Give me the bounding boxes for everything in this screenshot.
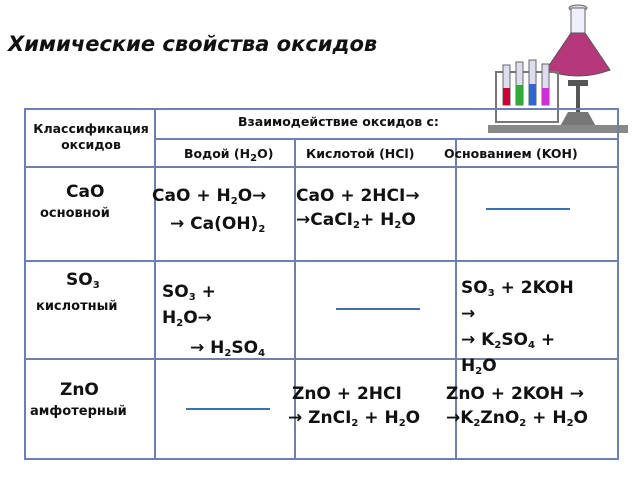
reaction-so3-base-product: → $K_2SO_4$ +: [461, 330, 556, 351]
reaction-so3-base-product-2: $H_2O$: [461, 356, 497, 377]
type-amphoteric: амфотерный: [30, 404, 127, 419]
grid-line: [155, 138, 619, 140]
reaction-cao-acid: CaO + 2HCI→: [296, 186, 420, 206]
reaction-zno-base: ZnO + 2KOH →: [446, 384, 585, 404]
header-classification: Классификация оксидов: [33, 121, 149, 152]
no-reaction-dash: [336, 308, 420, 310]
no-reaction-dash: [186, 408, 270, 410]
formula-cao: CaO: [66, 182, 105, 202]
grid-line: [24, 166, 619, 168]
header-base: Основанием (KOH): [444, 146, 578, 161]
header-interaction: Взаимодействие оксидов с:: [238, 114, 439, 129]
reaction-so3-water: $SO_3$ +: [162, 282, 216, 303]
formula-so3: $SO_3$: [66, 270, 100, 291]
page-title: Химические свойства оксидов: [8, 32, 378, 56]
formula-zno: ZnO: [60, 380, 99, 400]
header-acid: Кислотой (HCl): [306, 146, 415, 161]
reaction-so3-water-2: $H_2O\to$: [162, 308, 212, 329]
grid-line: [24, 260, 619, 262]
reaction-cao-water: CaO + $H_2O\to$: [152, 186, 267, 207]
type-acidic: кислотный: [36, 299, 118, 314]
reaction-zno-acid-product: → ZnCI$_2$ + $H_2O$: [288, 408, 421, 429]
no-reaction-dash: [486, 208, 570, 210]
reaction-so3-water-product: → $H_2SO_4$: [190, 338, 266, 359]
reaction-cao-acid-product: →CaCI$_2$+ $H_2O$: [296, 210, 416, 231]
header-water: Водой $(H_2O)$: [184, 146, 274, 164]
reaction-cao-water-product: → $Ca(OH)_2$: [170, 214, 266, 235]
type-basic: основной: [40, 206, 110, 221]
grid-line: [154, 108, 156, 460]
reaction-so3-base-arrow: →: [461, 304, 476, 324]
reaction-zno-base-product: $\to K_2ZnO_2 + H_2O$: [446, 408, 588, 429]
reaction-zno-acid: ZnO + 2HCI: [292, 384, 402, 404]
reaction-so3-base: $SO_3 + 2KOH$: [461, 278, 574, 299]
grid-line: [24, 358, 619, 360]
